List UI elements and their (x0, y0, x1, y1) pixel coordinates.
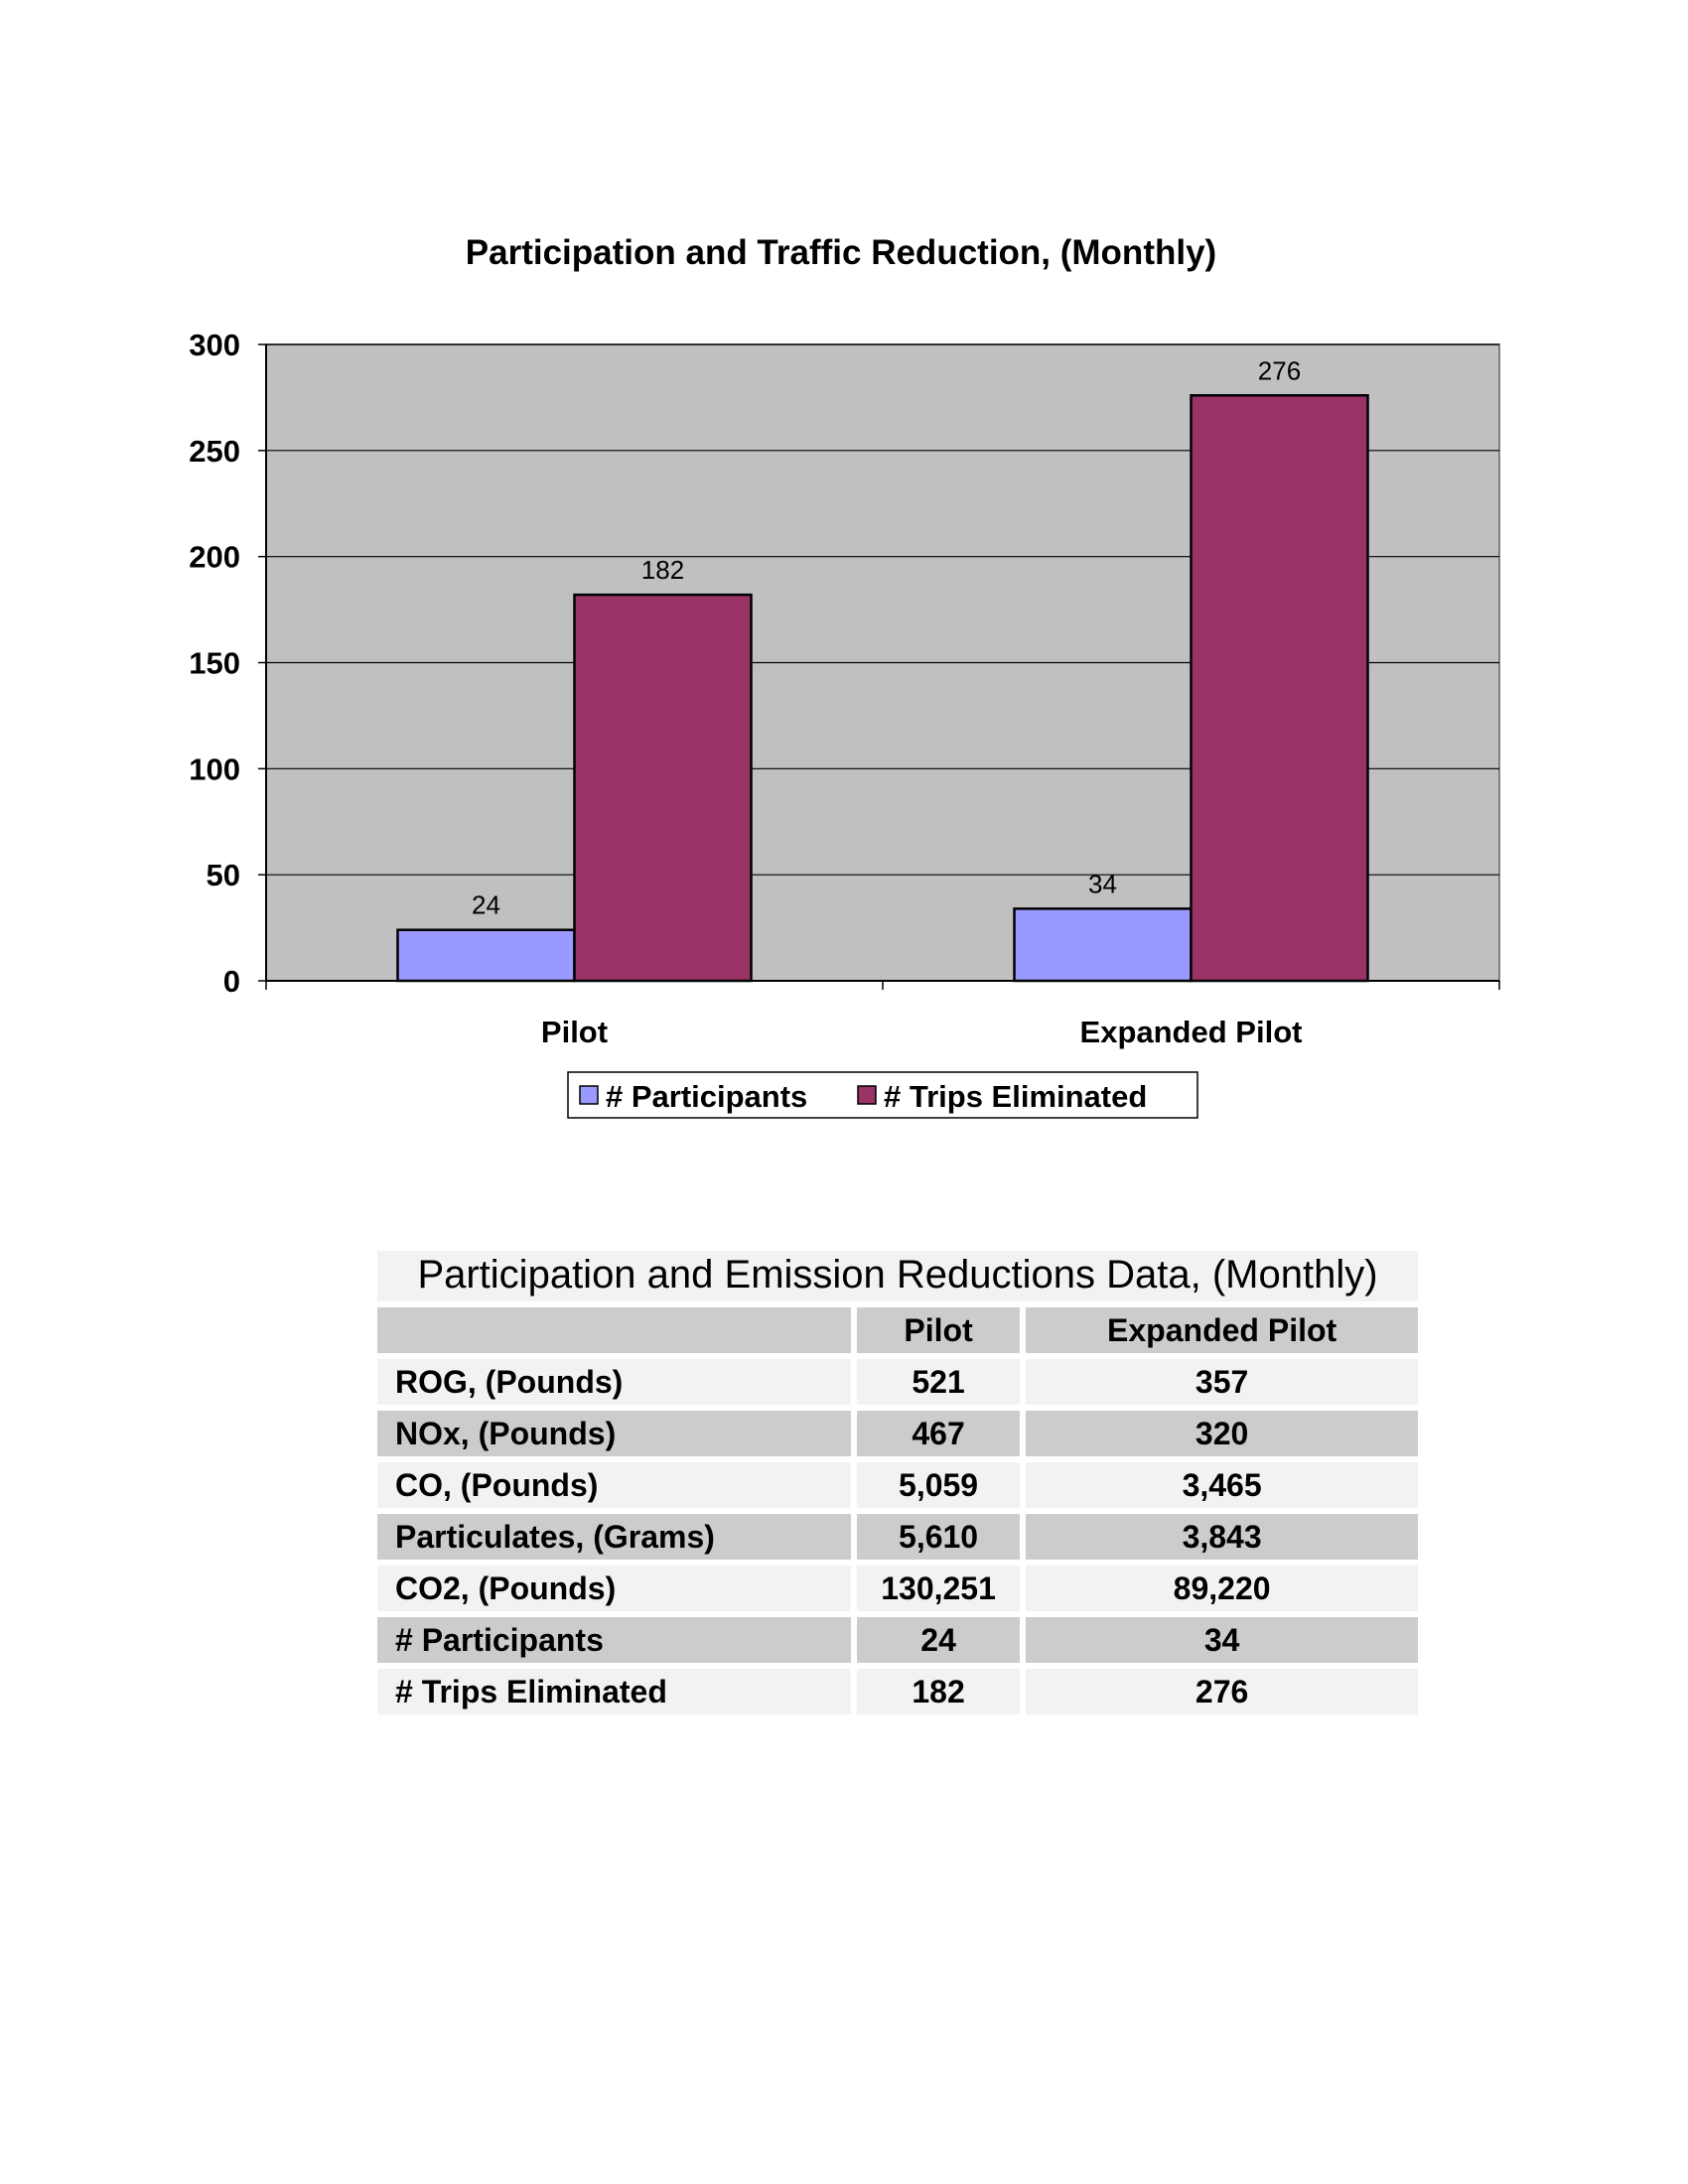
bar-participants (398, 930, 575, 981)
y-tick-label: 50 (206, 858, 240, 893)
y-tick-label: 0 (222, 964, 240, 999)
table-header-row (377, 1307, 1418, 1353)
pilot-value: 182 (857, 1669, 1020, 1714)
pilot-value: 24 (857, 1617, 1020, 1663)
pilot-value: 521 (857, 1359, 1020, 1405)
expanded-pilot-value: 320 (1026, 1411, 1418, 1456)
table-row (377, 1669, 1418, 1714)
table-row (377, 1359, 1418, 1405)
bar-trips-eliminated (575, 595, 752, 981)
pilot-value: 5,059 (857, 1462, 1020, 1508)
y-tick-label: 150 (189, 645, 240, 681)
x-tick-label: Pilot (540, 1015, 609, 1049)
table-row (377, 1462, 1418, 1508)
pilot-value: 130,251 (857, 1566, 1020, 1611)
expanded-pilot-value: 3,843 (1026, 1514, 1418, 1560)
table-title: Participation and Emission Reductions Data, (Monthly) (377, 1251, 1418, 1301)
data-label: 34 (1088, 869, 1117, 899)
row-label: CO, (Pounds) (377, 1462, 851, 1508)
table-row (377, 1617, 1418, 1663)
table-header-pilot: Pilot (857, 1307, 1020, 1353)
emissions-table-section (377, 1251, 1418, 1720)
table-row (377, 1411, 1418, 1456)
y-tick-label: 100 (189, 751, 240, 787)
bar-trips-eliminated (1192, 395, 1368, 981)
row-label: CO2, (Pounds) (377, 1566, 851, 1611)
data-label: 182 (640, 555, 685, 586)
row-label: ROG, (Pounds) (377, 1359, 851, 1405)
data-label: 276 (1257, 355, 1302, 386)
y-tick-label: 200 (189, 539, 240, 575)
expanded-pilot-value: 34 (1026, 1617, 1418, 1663)
table-header-expanded-pilot: Expanded Pilot (1026, 1307, 1418, 1353)
y-tick-label: 250 (189, 433, 240, 469)
emissions-table (371, 1251, 1424, 1720)
legend-label: # Participants (606, 1079, 808, 1114)
expanded-pilot-value: 276 (1026, 1669, 1418, 1714)
expanded-pilot-value: 3,465 (1026, 1462, 1418, 1508)
bar-participants (1015, 908, 1192, 981)
chart-title: Participation and Traffic Reduction, (Monthly) (465, 233, 1217, 272)
data-label: 24 (472, 889, 500, 920)
legend-label: # Trips Eliminated (884, 1079, 1148, 1114)
table-header-blank (377, 1307, 851, 1353)
table-row (377, 1514, 1418, 1560)
row-label: # Trips Eliminated (377, 1669, 851, 1714)
legend-swatch (580, 1086, 598, 1104)
pilot-value: 5,610 (857, 1514, 1020, 1560)
expanded-pilot-value: 89,220 (1026, 1566, 1418, 1611)
row-label: # Participants (377, 1617, 851, 1663)
x-tick-label: Expanded Pilot (1079, 1015, 1303, 1049)
row-label: Particulates, (Grams) (377, 1514, 851, 1560)
legend-swatch (858, 1086, 876, 1104)
expanded-pilot-value: 357 (1026, 1359, 1418, 1405)
pilot-value: 467 (857, 1411, 1020, 1456)
row-label: NOx, (Pounds) (377, 1411, 851, 1456)
y-tick-label: 300 (189, 328, 240, 362)
table-row (377, 1566, 1418, 1611)
